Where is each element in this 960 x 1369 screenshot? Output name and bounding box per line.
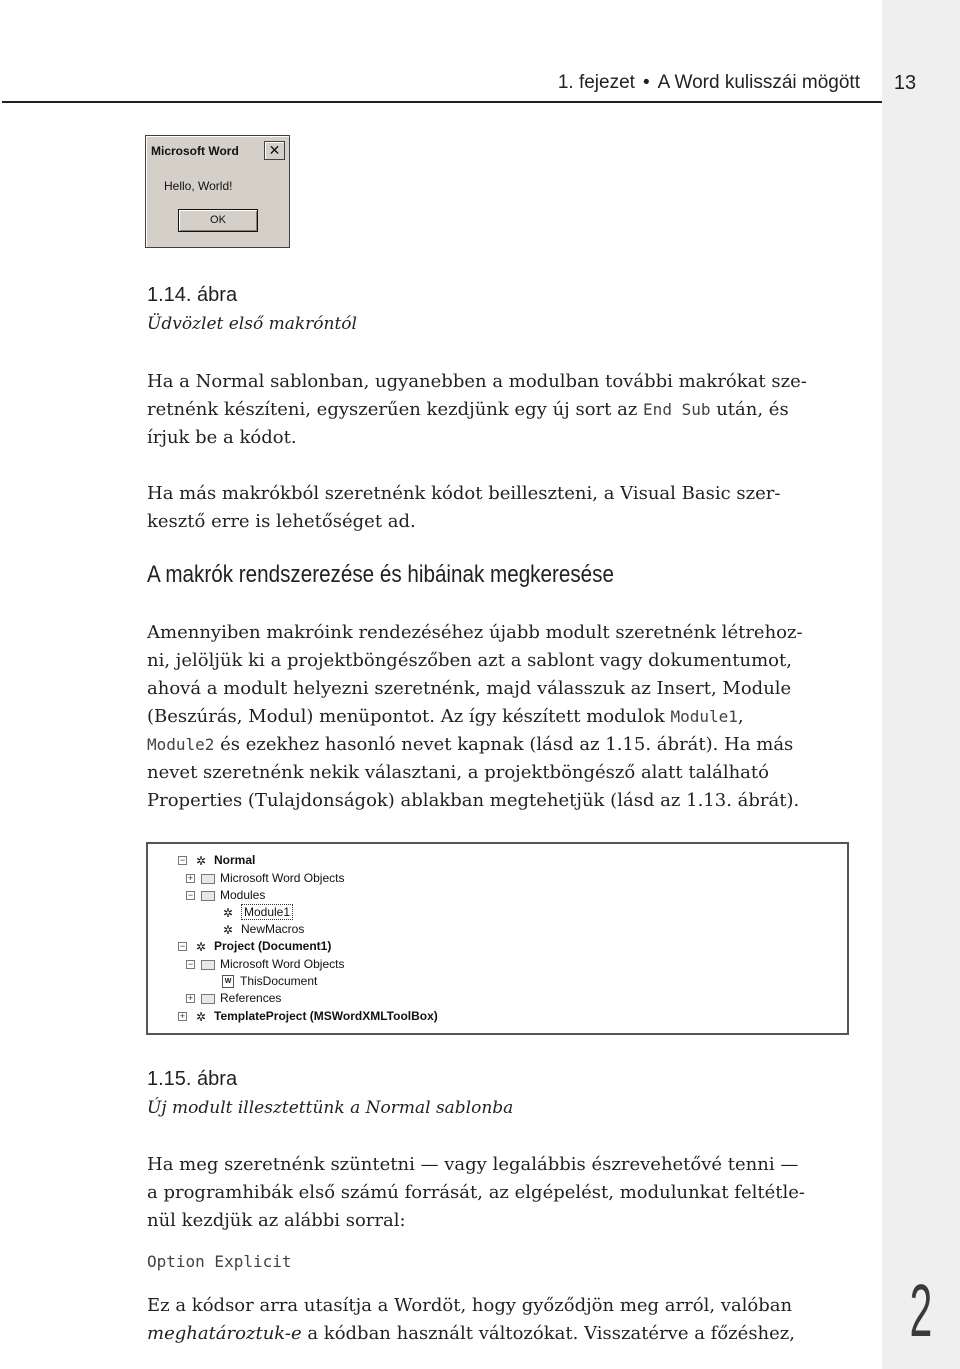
text-line <box>147 1320 847 1348</box>
inline-code: End Sub <box>643 400 711 419</box>
text-line: Ez a kódsor arra utasítja a Wordöt, hogy győződjön meg arról, valóban <box>147 1295 793 1316</box>
tree-node-label: Modules <box>220 888 266 902</box>
expand-icon[interactable]: + <box>179 1011 186 1022</box>
collapse-icon[interactable]: − <box>187 959 194 970</box>
text-run: és ezekhez hasonló nevet kapnak (lásd az 1.15. ábrát). Ha más <box>214 734 794 755</box>
tree-node-label: Module1 <box>241 904 293 920</box>
tree-node-project-document1[interactable] <box>178 938 331 954</box>
text-line: Properties (Tulajdonságok) ablakban megtehetjük (lásd az 1.13. ábrát). <box>147 790 800 811</box>
tree-node-module1[interactable] <box>220 904 293 920</box>
expand-icon[interactable]: + <box>187 993 194 1004</box>
page-number: 13 <box>893 72 917 94</box>
tree-node-label: References <box>220 991 282 1005</box>
running-header <box>470 72 860 94</box>
text-line: kesztő erre is lehetőséget ad. <box>147 511 416 532</box>
tree-node-ms-word-objects[interactable] <box>186 870 344 886</box>
folder-icon <box>201 874 215 884</box>
tree-node-normal[interactable] <box>178 852 255 868</box>
text-line: Amennyiben makróink rendezéséhez újabb modult szeretnénk létrehoz- <box>147 622 803 643</box>
tree-node-newmacros[interactable] <box>220 921 304 937</box>
message-box-dialog <box>145 135 290 248</box>
tree-node-label: Project (Document1) <box>214 939 332 953</box>
word-document-icon: W <box>222 975 234 988</box>
text-line <box>147 396 847 424</box>
tree-node-label: NewMacros <box>241 922 305 936</box>
body-paragraph <box>147 619 847 815</box>
text-line: Ha más makrókból szeretnénk kódot beilleszteni, a Visual Basic szer- <box>147 483 781 504</box>
text-line <box>147 703 847 731</box>
tree-node-thisdocument[interactable] <box>222 973 317 989</box>
open-folder-icon <box>201 960 215 970</box>
text-line <box>147 731 847 759</box>
text-line: nevet szeretnénk nekik választani, a projektböngésző alatt található <box>147 762 769 783</box>
chapter-tab-number: 2 <box>909 1269 933 1352</box>
dialog-message: Hello, World! <box>164 179 233 193</box>
text-run: retnénk készíteni, egyszerűen kezdjünk egy új sort az <box>147 399 644 420</box>
tree-node-ms-word-objects[interactable] <box>186 956 344 972</box>
tree-node-label: Microsoft Word Objects <box>220 871 345 885</box>
text-run: a kódban használt változókat. Visszatérve a főzéshez, <box>301 1323 796 1344</box>
header-bullet: • <box>642 72 650 93</box>
code-line: Option Explicit <box>147 1252 292 1271</box>
text-line: írjuk be a kódot. <box>147 427 297 448</box>
project-explorer-tree <box>146 842 849 1035</box>
text-line: ahová a modult helyezni szeretnénk, majd válasszuk az Insert, Module <box>147 678 792 699</box>
body-paragraph <box>147 368 847 452</box>
body-paragraph <box>147 1151 847 1235</box>
text-run: után, és <box>710 399 789 420</box>
figure-caption: Üdvözlet első makróntól <box>147 314 357 334</box>
expand-icon[interactable]: + <box>187 873 194 884</box>
folder-icon <box>201 994 215 1004</box>
text-line: a programhibák első számú forrását, az elgépelést, modulunkat feltétle- <box>147 1182 805 1203</box>
body-paragraph <box>147 480 847 536</box>
module-icon: ✲ <box>222 905 234 920</box>
inline-code: Module1 <box>670 707 738 726</box>
body-paragraph <box>147 1292 847 1348</box>
open-folder-icon <box>201 891 215 901</box>
tree-node-label: Normal <box>214 853 256 867</box>
project-icon: ✲ <box>195 939 207 954</box>
section-heading: A makrók rendszerezése és hibáinak megkeresése <box>147 561 614 588</box>
collapse-icon[interactable]: − <box>179 941 186 952</box>
tree-node-template-project[interactable] <box>178 1008 438 1024</box>
header-chapter: 1. fejezet <box>557 72 635 93</box>
tree-node-modules[interactable] <box>186 887 265 903</box>
dialog-title: Microsoft Word <box>151 144 239 158</box>
figure-label: 1.15. ábra <box>147 1068 238 1090</box>
figure-caption: Új modult illesztettünk a Normal sablonba <box>147 1098 514 1118</box>
text-line: Ha a Normal sablonban, ugyanebben a modulban további makrókat sze- <box>147 371 807 392</box>
text-line: Ha meg szeretnénk szüntetni — vagy legalábbis észrevehetővé tenni — <box>147 1154 799 1175</box>
project-icon: ✲ <box>195 853 207 868</box>
tree-node-label: ThisDocument <box>240 974 318 988</box>
text-line: nül kezdjük az alábbi sorral: <box>147 1210 406 1231</box>
module-icon: ✲ <box>222 922 234 937</box>
tree-node-label: TemplateProject (MSWordXMLToolBox) <box>214 1009 438 1023</box>
text-line: ni, jelöljük ki a projektböngészőben azt a sablont vagy dokumentumot, <box>147 650 792 671</box>
text-run: (Beszúrás, Modul) menüpontot. Az így készített modulok <box>147 706 671 727</box>
italic-term: meghatároztuk-e <box>147 1323 302 1344</box>
ok-button[interactable]: OK <box>178 209 258 232</box>
collapse-icon[interactable]: − <box>179 855 186 866</box>
tree-node-label: Microsoft Word Objects <box>220 957 345 971</box>
inline-code: Module2 <box>147 735 215 754</box>
header-rule <box>2 101 882 103</box>
close-icon[interactable]: ✕ <box>264 141 285 160</box>
tree-node-references[interactable] <box>186 990 281 1006</box>
collapse-icon[interactable]: − <box>187 890 194 901</box>
text-run: , <box>737 706 744 727</box>
code-block <box>147 1248 847 1276</box>
figure-label: 1.14. ábra <box>147 284 238 306</box>
header-title: A Word kulisszái mögött <box>657 72 860 93</box>
page-side-tab <box>882 0 960 1369</box>
project-icon: ✲ <box>195 1009 207 1024</box>
